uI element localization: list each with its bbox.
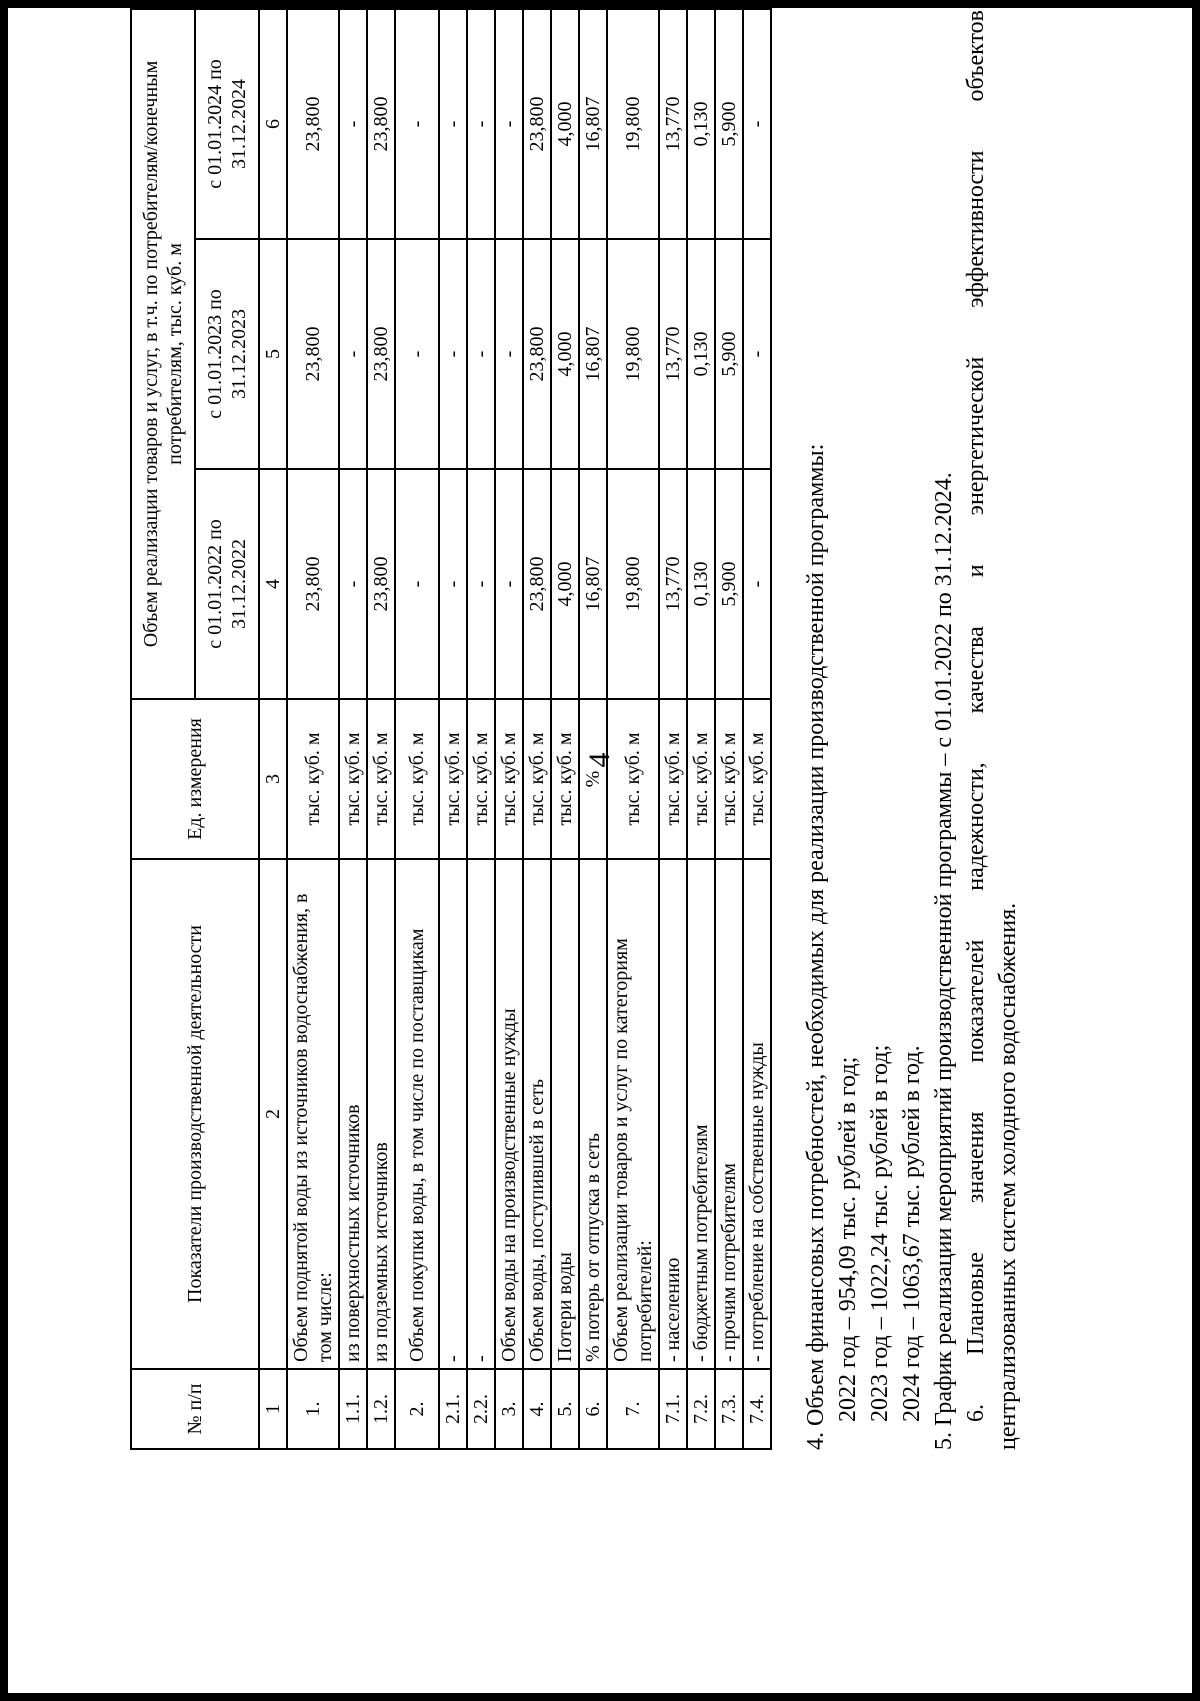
header-volume-group: Объем реализации товаров и услуг, в т.ч. по потребителям/конечным потребителям, тыс. куб. м	[131, 9, 195, 699]
row-unit: тыс. куб. м	[367, 699, 395, 859]
row-value-2022: -	[495, 469, 523, 699]
row-value-2022: 23,800	[367, 469, 395, 699]
note-word: эффективности	[963, 150, 989, 308]
row-num: 7.2.	[687, 1369, 715, 1449]
production-indicators-table	[130, 8, 772, 1450]
note-word: объектов	[963, 10, 989, 102]
note-word: энергетической	[963, 356, 989, 516]
row-value-2023: -	[495, 239, 523, 469]
row-value-2024: -	[395, 9, 439, 239]
notes-section	[800, 10, 1024, 1450]
row-value-2023: -	[339, 239, 367, 469]
row-value-2022: 5,900	[715, 469, 743, 699]
row-value-2023: -	[439, 239, 467, 469]
row-name: Объем покупки воды, в том числе по поставщикам	[395, 859, 439, 1369]
row-name: -	[439, 859, 467, 1369]
row-num: 2.2.	[467, 1369, 495, 1449]
table-row	[367, 9, 395, 1449]
header-num: № п/п	[131, 1369, 259, 1449]
rotated-content	[130, 0, 1200, 1520]
table-row	[743, 9, 771, 1449]
row-num: 5.	[551, 1369, 579, 1449]
table-row	[439, 9, 467, 1449]
row-name: Объем реализации товаров и услуг по категориям потребителей:	[607, 859, 659, 1369]
note-financial-needs: 4. Объем финансовых потребностей, необходимых для реализации производственной программы:	[803, 443, 829, 1450]
row-value-2023: -	[743, 239, 771, 469]
row-name: из подземных источников	[367, 859, 395, 1369]
row-name: - потребление на собственные нужды	[743, 859, 771, 1369]
row-value-2024: 0,130	[687, 9, 715, 239]
row-num: 6.	[579, 1369, 607, 1449]
row-value-2023: 16,807	[579, 239, 607, 469]
table-row	[659, 9, 687, 1449]
row-value-2022: 0,130	[687, 469, 715, 699]
col-number-3: 3	[259, 699, 287, 859]
table-row	[495, 9, 523, 1449]
row-num: 2.1.	[439, 1369, 467, 1449]
row-unit: тыс. куб. м	[467, 699, 495, 859]
row-value-2024: -	[467, 9, 495, 239]
note-planned-values-continued: централизованных систем холодного водоснабжения.	[995, 902, 1021, 1450]
row-value-2022: 23,800	[287, 469, 339, 699]
note-word: значения	[963, 1111, 989, 1204]
note-year-2022: 2022 год – 954,09 тыс. рублей в год;	[835, 1056, 861, 1422]
row-value-2023: -	[395, 239, 439, 469]
row-value-2024: -	[439, 9, 467, 239]
header-period-2022: с 01.01.2022 по 31.12.2022	[195, 469, 259, 699]
col-number-5: 5	[259, 239, 287, 469]
row-unit: тыс. куб. м	[339, 699, 367, 859]
row-unit: тыс. куб. м	[495, 699, 523, 859]
row-unit: тыс. куб. м	[743, 699, 771, 859]
row-value-2023: -	[467, 239, 495, 469]
row-unit: тыс. куб. м	[287, 699, 339, 859]
note-year-2023: 2023 год – 1022,24 тыс. рублей в год;	[867, 1044, 893, 1422]
table-row	[523, 9, 551, 1449]
row-value-2023: 23,800	[367, 239, 395, 469]
note-word: показателей	[963, 939, 989, 1063]
header-period-2024: с 01.01.2024 по 31.12.2024	[195, 9, 259, 239]
row-unit: тыс. куб. м	[439, 699, 467, 859]
row-num: 3.	[495, 1369, 523, 1449]
row-value-2022: 4,000	[551, 469, 579, 699]
row-unit: тыс. куб. м	[523, 699, 551, 859]
row-num: 1.1.	[339, 1369, 367, 1449]
row-value-2024: 23,800	[523, 9, 551, 239]
note-schedule: 5. График реализации мероприятий производственной программы – с 01.01.2022 по 31.12.2024.	[931, 472, 957, 1450]
note-year-2024: 2024 год – 1063,67 тыс. рублей в год.	[899, 1045, 925, 1422]
table-row	[339, 9, 367, 1449]
col-number-1: 1	[259, 1369, 287, 1449]
row-value-2022: 16,807	[579, 469, 607, 699]
row-unit: тыс. куб. м	[659, 699, 687, 859]
row-name: - прочим потребителям	[715, 859, 743, 1369]
table-row	[687, 9, 715, 1449]
row-name: % потерь от отпуска в сеть	[579, 859, 607, 1369]
note-word: Плановые	[963, 1252, 989, 1355]
row-value-2023: 23,800	[287, 239, 339, 469]
row-value-2023: 23,800	[523, 239, 551, 469]
row-value-2024: 13,770	[659, 9, 687, 239]
row-value-2024: -	[743, 9, 771, 239]
row-value-2022: -	[339, 469, 367, 699]
row-unit: тыс. куб. м	[607, 699, 659, 859]
row-num: 2.	[395, 1369, 439, 1449]
col-number-2: 2	[259, 859, 287, 1369]
row-value-2024: 16,807	[579, 9, 607, 239]
row-name: Потери воды	[551, 859, 579, 1369]
note-word: и	[963, 564, 989, 578]
row-name: -	[467, 859, 495, 1369]
header-unit: Ед. измерения	[131, 699, 259, 859]
row-value-2023: 0,130	[687, 239, 715, 469]
header-period-2023: с 01.01.2023 по 31.12.2023	[195, 239, 259, 469]
table-row	[287, 9, 339, 1449]
header-indicator: Показатели производственной деятельности	[131, 859, 259, 1369]
row-unit: тыс. куб. м	[395, 699, 439, 859]
row-num: 7.4.	[743, 1369, 771, 1449]
row-name: - населению	[659, 859, 687, 1369]
row-value-2022: -	[439, 469, 467, 699]
table-row	[715, 9, 743, 1449]
row-name: Объем воды на производственные нужды	[495, 859, 523, 1369]
row-num: 4.	[523, 1369, 551, 1449]
row-value-2024: 4,000	[551, 9, 579, 239]
row-name: Объем воды, поступившей в сеть	[523, 859, 551, 1369]
row-num: 7.3.	[715, 1369, 743, 1449]
col-number-4: 4	[259, 469, 287, 699]
row-value-2022: -	[395, 469, 439, 699]
table-row	[395, 9, 439, 1449]
row-unit: тыс. куб. м	[551, 699, 579, 859]
row-value-2022: -	[467, 469, 495, 699]
row-unit: %	[579, 699, 607, 859]
row-num: 1.	[287, 1369, 339, 1449]
table-row	[551, 9, 579, 1449]
row-value-2024: -	[495, 9, 523, 239]
row-name: Объем поднятой воды из источников водоснабжения, в том числе:	[287, 859, 339, 1369]
note-word: надежности,	[963, 762, 989, 891]
row-value-2024: 19,800	[607, 9, 659, 239]
row-value-2024: 23,800	[287, 9, 339, 239]
row-value-2022: 13,770	[659, 469, 687, 699]
row-value-2022: 19,800	[607, 469, 659, 699]
table-row	[607, 9, 659, 1449]
row-unit: тыс. куб. м	[715, 699, 743, 859]
row-unit: тыс. куб. м	[687, 699, 715, 859]
row-value-2023: 13,770	[659, 239, 687, 469]
row-value-2023: 5,900	[715, 239, 743, 469]
table-row	[579, 9, 607, 1449]
page-number: 4	[583, 752, 616, 768]
row-value-2024: 23,800	[367, 9, 395, 239]
row-value-2023: 19,800	[607, 239, 659, 469]
row-value-2024: -	[339, 9, 367, 239]
row-value-2024: 5,900	[715, 9, 743, 239]
row-name: - бюджетным потребителям	[687, 859, 715, 1369]
note-word: 6.	[963, 1404, 989, 1422]
table-row	[467, 9, 495, 1449]
row-num: 1.2.	[367, 1369, 395, 1449]
row-value-2023: 4,000	[551, 239, 579, 469]
row-num: 7.	[607, 1369, 659, 1449]
row-name: из поверхностных источников	[339, 859, 367, 1369]
row-num: 7.1.	[659, 1369, 687, 1449]
row-value-2022: 23,800	[523, 469, 551, 699]
row-value-2022: -	[743, 469, 771, 699]
col-number-6: 6	[259, 9, 287, 239]
note-word: качества	[963, 626, 989, 714]
note-planned-values	[960, 10, 992, 1450]
